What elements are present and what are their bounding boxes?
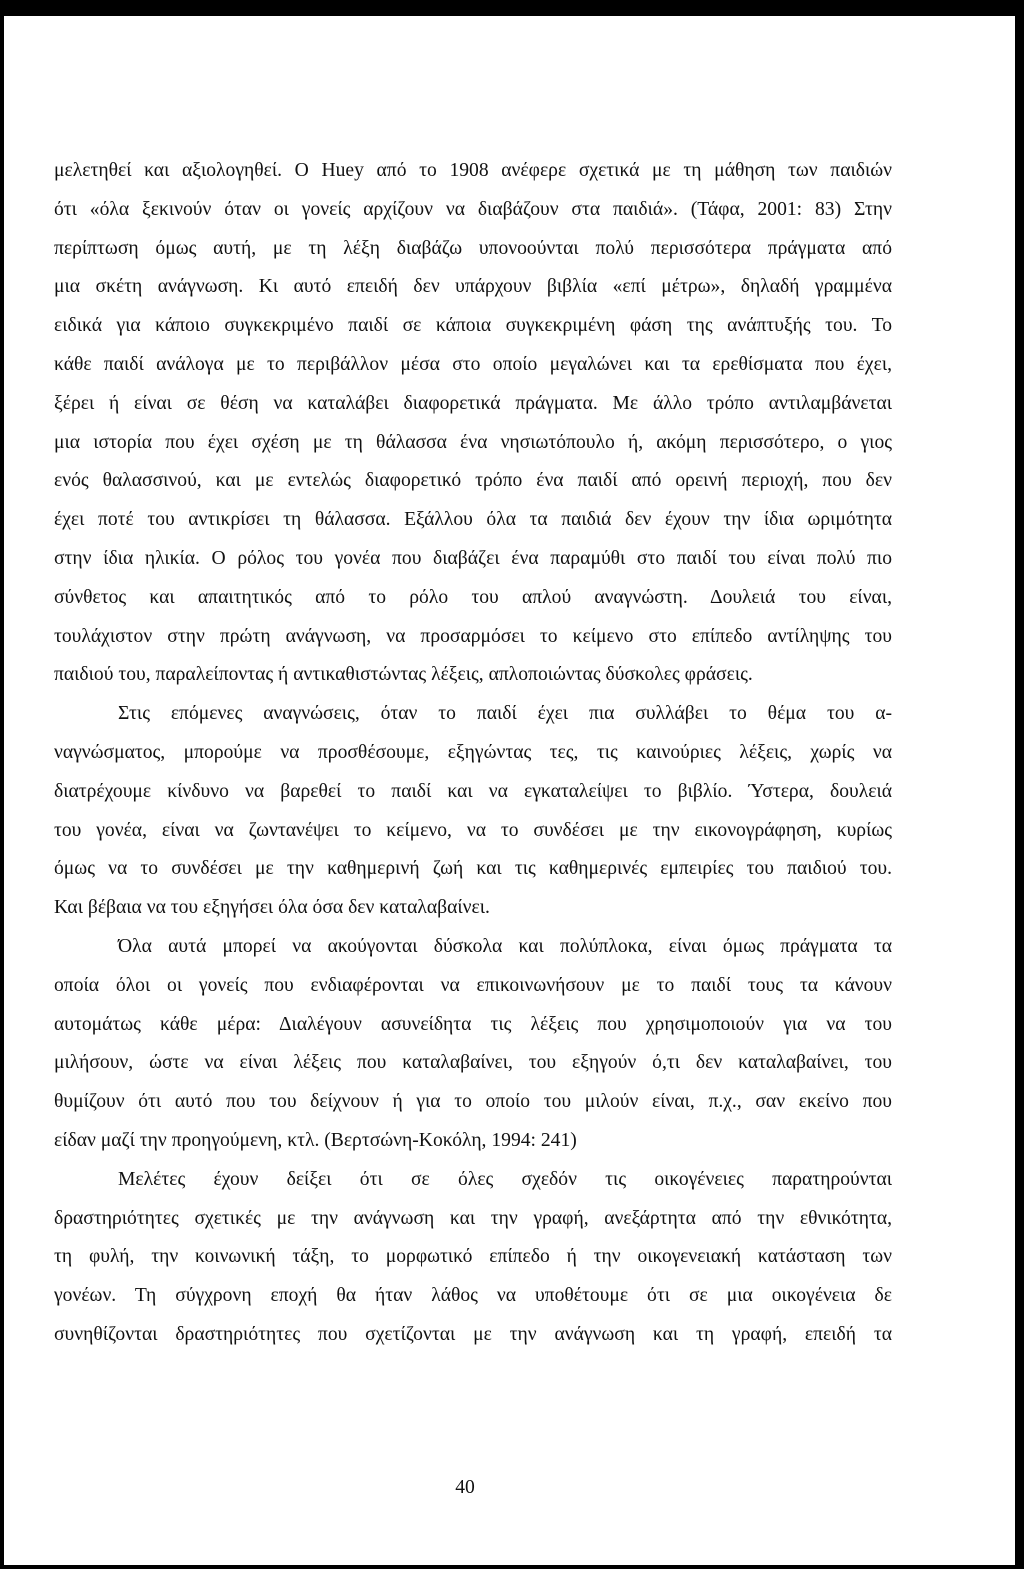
text-line: παιδιού του, παραλείποντας ή αντικαθιστώντας λέξεις, απλοποιώντας δύσκολες φράσεις. (54, 664, 753, 686)
scan-border-top (0, 0, 1024, 16)
text-line: δραστηριότητες σχετικές με την ανάγνωση και την γραφή, ανεξάρτητα από την εθνικότητα, (54, 1207, 892, 1229)
scan-border-right (1015, 0, 1024, 1569)
text-line: αυτομάτως κάθε μέρα: Διαλέγουν ασυνείδητα τις λέξεις που χρησιμοποιούν για να του (54, 1013, 892, 1035)
text-line: Και βέβαια να του εξηγήσει όλα όσα δεν καταλαβαίνει. (54, 897, 490, 919)
text-line: Όλα αυτά μπορεί να ακούγονται δύσκολα και πολύπλοκα, είναι όμως πράγματα τα (118, 935, 892, 957)
text-line: στην ίδια ηλικία. Ο ρόλος του γονέα που διαβάζει ένα παραμύθι στο παιδί του είναι πολύ πιο (54, 547, 892, 569)
text-line: ενός θαλασσινού, και με εντελώς διαφορετικό τρόπο ένα παιδί από ορεινή περιοχή, που δεν (54, 470, 892, 492)
text-line: όμως να το συνδέσει με την καθημερινή ζωή και τις καθημερινές εμπειρίες του παιδιού του. (54, 858, 892, 880)
text-line: τη φυλή, την κοινωνική τάξη, το μορφωτικό επίπεδο ή την οικογενειακή κατάσταση των (54, 1246, 892, 1268)
text-line: είδαν μαζί την προηγούμενη, κτλ. (Βερτσώνη-Κοκόλη, 1994: 241) (54, 1129, 577, 1151)
text-line: τουλάχιστον στην πρώτη ανάγνωση, να προσαρμόσει το κείμενο στο επίπεδο αντίληψης του (54, 625, 892, 647)
text-line: διατρέχουμε κίνδυνο να βαρεθεί το παιδί και να εγκαταλείψει το βιβλίο. Ύστερα, δουλειά (54, 780, 892, 802)
text-line: Στις επόμενες αναγνώσεις, όταν το παιδί έχει πια συλλάβει το θέμα του α- (118, 703, 892, 725)
text-line: σύνθετος και απαιτητικός από το ρόλο του απλού αναγνώστη. Δουλειά του είναι, (54, 586, 892, 608)
text-line: γονέων. Τη σύγχρονη εποχή θα ήταν λάθος να υποθέτουμε ότι σε μια οικογένεια δε (54, 1285, 892, 1307)
text-line: θυμίζουν ότι αυτό που του δείχνουν ή για το οποίο του μιλούν είναι, π.χ., σαν εκείνο που (54, 1091, 892, 1113)
text-line: Μελέτες έχουν δείξει ότι σε όλες σχεδόν τις οικογένειες παρατηρούνται (118, 1168, 892, 1190)
text-line: μιλήσουν, ώστε να είναι λέξεις που καταλαβαίνει, του εξηγούν ό,τι δεν καταλαβαίνει, του (54, 1052, 892, 1074)
body-text (54, 152, 892, 1355)
text-line: κάθε παιδί ανάλογα με το περιβάλλον μέσα στο οποίο μεγαλώνει και τα ερεθίσματα που έχει, (54, 353, 892, 375)
scan-border-bottom (0, 1565, 1024, 1569)
text-line: οποία όλοι οι γονείς που ενδιαφέρονται να επικοινωνήσουν με το παιδί τους τα κάνουν (54, 974, 892, 996)
page-number: 40 (455, 1477, 475, 1498)
text-line: έχει ποτέ του αντικρίσει τη θάλασσα. Εξάλλου όλα τα παιδιά δεν έχουν την ίδια ωριμότητα (54, 509, 892, 531)
text-line: ξέρει ή είναι σε θέση να καταλάβει διαφορετικά πράγματα. Με άλλο τρόπο αντιλαμβάνεται (54, 392, 892, 414)
text-line: συνηθίζονται δραστηριότητες που σχετίζονται με την ανάγνωση και τη γραφή, επειδή τα (54, 1323, 892, 1345)
text-line: περίπτωση όμως αυτή, με τη λέξη διαβάζω υπονοούνται πολύ περισσότερα πράγματα από (54, 237, 892, 259)
text-line: μια ιστορία που έχει σχέση με τη θάλασσα ένα νησιωτόπουλο ή, ακόμη περισσότερο, ο γιος (54, 431, 892, 453)
text-line: ναγνώσματος, μπορούμε να προσθέσουμε, εξηγώντας τες, τις καινούριες λέξεις, χωρίς να (54, 741, 892, 763)
text-line: ειδικά για κάποιο συγκεκριμένο παιδί σε κάποια συγκεκριμένη φάση της ανάπτυξής του. Το (54, 315, 892, 337)
text-line: μελετηθεί και αξιολογηθεί. Ο Huey από το 1908 ανέφερε σχετικά με τη μάθηση των παιδιών (54, 160, 892, 181)
text-line: ότι «όλα ξεκινούν όταν οι γονείς αρχίζουν να διαβάζουν στα παιδιά». (Τάφα, 2001: 83) Στην (54, 198, 892, 220)
scan-border-left (0, 0, 4, 1569)
text-line: μια σκέτη ανάγνωση. Κι αυτό επειδή δεν υπάρχουν βιβλία «επί μέτρω», δηλαδή γραμμένα (54, 276, 892, 298)
text-line: του γονέα, είναι να ζωντανέψει το κείμενο, να το συνδέσει με την εικονογράφηση, κυρίως (54, 819, 892, 841)
